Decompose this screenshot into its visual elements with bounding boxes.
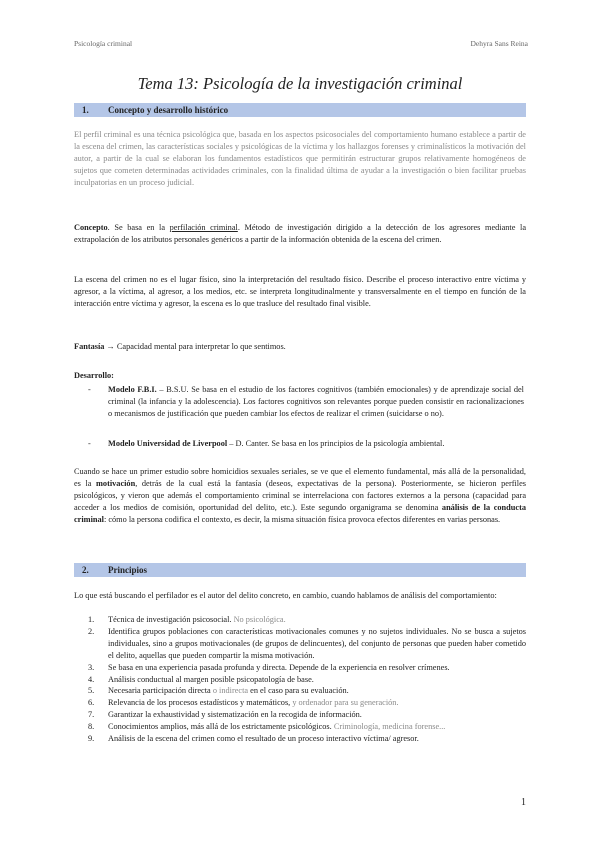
- item-note: y ordenador para su generación.: [292, 698, 399, 708]
- fantasia-label: Fantasía: [74, 342, 105, 351]
- list-item: [88, 685, 526, 697]
- fantasia-paragraph: [74, 341, 526, 353]
- escena-paragraph: La escena del crimen no es el lugar físico, sino la interpretación del resultado físico. Describe el proceso interactivo entre víctima y agresor, a la víctima, al agresor, a los medios, etc. se interpreta longitudinalmente y transversalmente en el tiempo en función de la interacción entre víctima y agresor, la escena es lo que trasluce del resultado final visible.: [74, 275, 526, 308]
- item-number: 6.: [88, 698, 95, 708]
- list-item: [88, 438, 524, 450]
- header-left: Psicología criminal: [74, 39, 133, 48]
- item-number: 7.: [88, 710, 95, 720]
- concepto-pre: . Se basa en la: [107, 223, 170, 232]
- item-number: 3.: [88, 662, 95, 672]
- list-item: [88, 614, 526, 626]
- list-item: [88, 674, 526, 686]
- modelo-fbi-label: Modelo F.B.I.: [108, 385, 157, 394]
- item-number: 5.: [88, 686, 95, 696]
- item-text: Relevancia de los procesos estadísticos y matemáticos,: [108, 698, 293, 708]
- list-item: [88, 662, 526, 674]
- item-number: 1.: [88, 615, 95, 624]
- fantasia-text: Capacidad mental para interpretar lo que sentimos.: [116, 342, 286, 351]
- section-heading-2: [74, 563, 526, 577]
- desarrollo-heading: [74, 370, 526, 382]
- item-text: Análisis de la escena del crimen como el resultado de un proceso interactivo víctima/ agresor.: [108, 734, 419, 744]
- item-text: Identifica grupos poblaciones con características motivacionales comunes y no sujetos individuales. No se busca a sujetos individuales, sino a grupos motivacionales (de grupos de delincuentes), del conjunto de personas que pueden haber cometido el delito, aquellas que pueden compartir la misma motivación.: [108, 626, 526, 660]
- modelo-liverpool-text: – D. Canter. Se basa en los principios de la psicología ambiental.: [227, 439, 445, 448]
- list-item: [88, 709, 526, 721]
- item-note: Criminología, medicina forense...: [333, 722, 446, 732]
- item-number: 8.: [88, 722, 95, 732]
- modelo-fbi-text: – B.S.U. Se basa en el estudio de los factores cognitivos (también emocionales) y de aprendizaje social del criminal (la infancia y la adolescencia). Los factores cognitivos son relevantes porque pueden consistir en racionalizaciones o mecanismos de justificación que pueden cambiar los efectos de realizar el crimen (suicidarse o no).: [108, 385, 524, 418]
- item-text: Garantizar la exhaustividad y sistematización en la recogida de información.: [108, 710, 362, 720]
- concepto-post: . Método de investigación dirigido a la detección de los agresores mediante la extrapolación de los atributos personales genéricos a partir de la información obtenida de la escena del crimen.: [74, 223, 526, 244]
- item-number: 2.: [88, 626, 95, 636]
- item-number: 9.: [88, 734, 95, 744]
- principios-list: [88, 614, 526, 745]
- item-text: Análisis conductual al margen posible psicopatología de base.: [108, 674, 314, 684]
- section-label: Concepto y desarrollo histórico: [108, 105, 229, 115]
- concepto-label: Concepto: [74, 223, 108, 232]
- header-right: Dehyra Sans Reina: [470, 39, 528, 48]
- page-number: 1: [521, 797, 526, 808]
- list-item: [88, 384, 524, 420]
- item-note: o indirecta: [212, 686, 249, 696]
- perfilacion-link: perfilación criminal: [169, 223, 238, 232]
- bullet-dash: -: [88, 439, 91, 448]
- list-item: [88, 733, 526, 745]
- principios-intro: Lo que está buscando el perfilador es el autor del delito concreto, en cambio, cuando hablamos de análisis del comportamiento:: [74, 591, 497, 600]
- section-number: 2.: [82, 565, 89, 575]
- page-title: Tema 13: Psicología de la investigación criminal: [137, 74, 463, 93]
- cuando-mid: , detrás de la cual está la fantasía (deseos, expectativas de la persona). Posteriormente, se hicieron perfiles psicológicos, y vieron que además el comportamiento criminal se interrelaciona con factores externos a la persona (capacidad para acceder a los medios de comisión, oportunidad del delito, etc.). Este segundo organigrama se denomina: [74, 478, 526, 512]
- analisis-term: análisis de la conducta criminal: [74, 502, 526, 524]
- cuando-post: : cómo la persona codifica el contexto, es decir, la misma situación física provoca efectos diferentes en varias personas.: [103, 514, 501, 524]
- cuando-pre: Cuando se hace un primer estudio sobre homicidios sexuales seriales, se ve que el elemento fundamental, más allá de la personalidad, es la: [74, 467, 526, 488]
- cuando-paragraph: [74, 466, 526, 526]
- fantasia-arrow: →: [104, 342, 117, 351]
- motivacion-term: motivación: [96, 478, 136, 488]
- item-text-tail: en el caso para su evaluación.: [248, 686, 349, 696]
- list-item: [88, 697, 526, 709]
- item-text: Técnica de investigación psicosocial.: [108, 615, 234, 624]
- section-label: Principios: [108, 565, 148, 575]
- item-text: Conocimientos amplios, más allá de los estrictamente psicológicos.: [108, 722, 334, 732]
- concepto-paragraph: [74, 222, 526, 246]
- item-number: 4.: [88, 674, 95, 684]
- list-item: [88, 721, 526, 733]
- item-text: Necesaria participación directa: [108, 686, 213, 696]
- list-item: [88, 626, 526, 662]
- section-heading-1: [74, 103, 526, 117]
- desarrollo-heading-text: Desarrollo:: [74, 371, 114, 380]
- section-number: 1.: [82, 105, 89, 115]
- modelo-liverpool-label: Modelo Universidad de Liverpool: [108, 439, 228, 448]
- item-note: No psicológica.: [233, 615, 286, 624]
- item-text: Se basa en una experiencia pasada profunda y directa. Depende de la experiencia en resolver crímenes.: [108, 662, 450, 672]
- bullet-dash: -: [88, 385, 91, 394]
- intro-paragraph: El perfil criminal es una técnica psicológica que, basada en los aspectos psicosociales del comportamiento humano establece a partir de la escena del crimen, las características sociales y psicológicas de la víctima y los hallazgos forenses y criminalísticos la motivación del autor, a partir de la cual se elaboran los fundamentos estadísticos que permitirán estructurar grupos relativamente homogéneos de sujetos que cometen determinadas actividades criminales, con la finalidad última de ayudar a la investigación o bien facilitar pruebas inculpatorias en un proceso judicial.: [74, 130, 526, 187]
